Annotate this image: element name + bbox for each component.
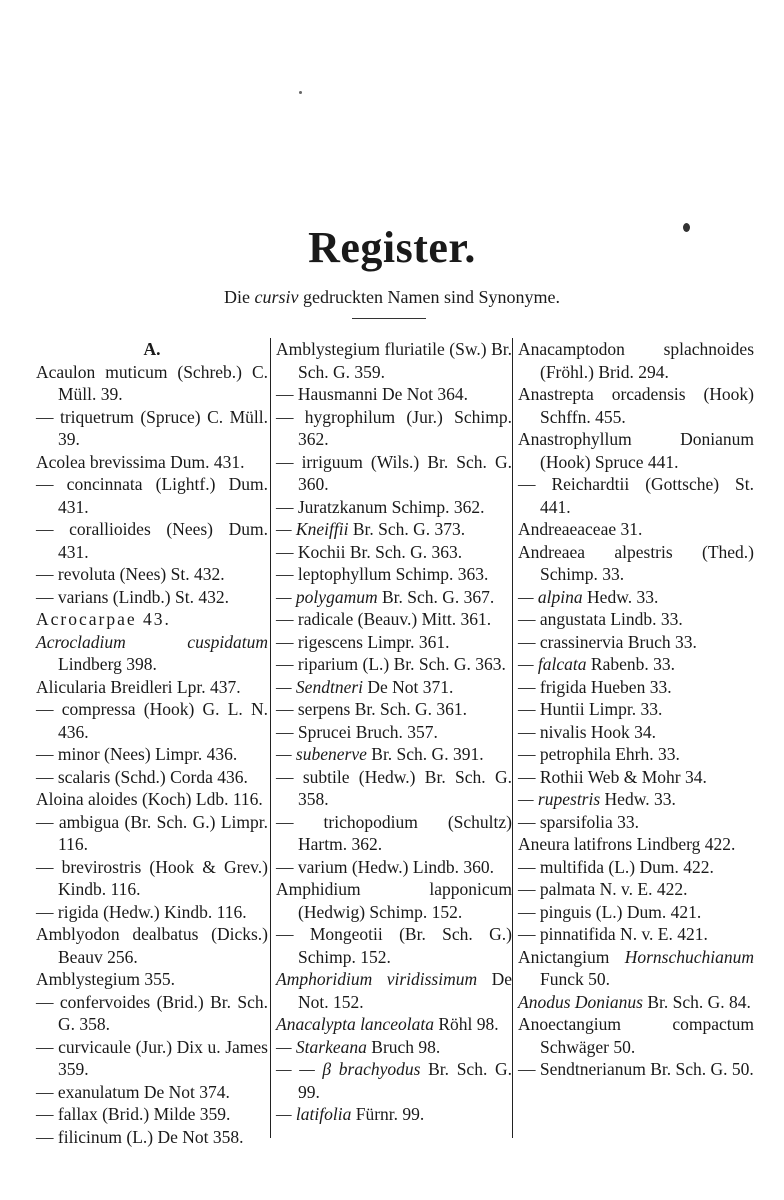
register-entry: — compressa (Hook) G. L. N. 436. — [36, 699, 268, 742]
register-entry: Amblystegium 355. — [36, 969, 176, 989]
register-entry: — multifida (L.) Dum. 422. — [518, 856, 714, 877]
register-entry: Amblyodon dealbatus (Dicks.) Beauv 256. — [36, 924, 268, 967]
subtitle-italic-word: cursiv — [254, 287, 299, 307]
register-entry: — radicale (Beauv.) Mitt. 361. — [276, 609, 492, 629]
register-entry: — triquetrum (Spruce) C. Müll. 39. — [36, 406, 268, 449]
register-entry: — exanulatum De Not 374. — [36, 1081, 230, 1102]
register-entry: — Sprucei Bruch. 357. — [276, 721, 438, 742]
register-entry: — curvicaule (Jur.) Dix u. James 359. — [36, 1036, 268, 1079]
column-divider-2 — [512, 338, 513, 1138]
register-entry: — ambigua (Br. Sch. G.) Limpr. 116. — [36, 811, 268, 854]
register-entry: Amblystegium fluriatile (Sw.) Br. Sch. G. 359. — [276, 339, 512, 382]
register-entry: — Juratzkanum Schimp. 362. — [276, 496, 485, 517]
register-entry: — — β brachyodus Br. Sch. G. 99. — [276, 1059, 512, 1102]
register-entry: Acrocarpae 43. — [36, 609, 171, 629]
page-subtitle — [0, 287, 784, 308]
register-entry: — angustata Lindb. 33. — [518, 609, 683, 629]
register-entry: — minor (Nees) Limpr. 436. — [36, 744, 238, 764]
subtitle-suffix: gedruckten Namen sind Synonyme. — [298, 287, 560, 307]
subtitle-prefix: Die — [224, 287, 255, 307]
register-entry: Andreaeaceae 31. — [518, 519, 643, 539]
register-entry: — rupestris Hedw. 33. — [518, 789, 676, 809]
register-entry: Aneura latifrons Lindberg 422. — [518, 834, 736, 854]
column-divider-1 — [270, 338, 271, 1138]
register-entry: — pinnatifida N. v. E. 421. — [518, 924, 708, 944]
register-entry: Acaulon muticum (Schreb.) C. Müll. 39. — [36, 361, 268, 404]
register-entry: — sparsifolia 33. — [518, 811, 640, 832]
register-entry: — crassinervia Bruch 33. — [518, 631, 697, 652]
register-entry: — leptophyllum Schimp. 363. — [276, 564, 489, 584]
register-entry: — Kneiffii Br. Sch. G. 373. — [276, 519, 466, 539]
register-entry: — corallioides (Nees) Dum. 431. — [36, 519, 268, 562]
section-letter-heading: A. — [143, 339, 161, 359]
register-entry: — Sendtneri De Not 371. — [276, 676, 454, 697]
register-entry: Alicularia Breidleri Lpr. 437. — [36, 676, 241, 697]
register-entry: — palmata N. v. E. 422. — [518, 879, 688, 899]
register-entry: Aloina aloides (Koch) Ldb. 116. — [36, 789, 263, 809]
register-entry: — rigida (Hedw.) Kindb. 116. — [36, 901, 247, 922]
register-entry: Anastrophyllum Donianum (Hook) Spruce 441. — [518, 429, 754, 472]
register-entry: Anacalypta lanceolata Röhl 98. — [276, 1014, 499, 1034]
register-entry: Acolea brevissima Dum. 431. — [36, 451, 245, 472]
register-entry: — hygrophilum (Jur.) Schimp. 362. — [276, 406, 512, 449]
register-column-1 — [36, 338, 268, 1148]
register-entry: — Starkeana Bruch 98. — [276, 1036, 441, 1057]
register-entry: — latifolia Fürnr. 99. — [276, 1104, 425, 1124]
register-entry: — Reichardtii (Gottsche) St. 441. — [518, 474, 754, 517]
register-entry: — Kochii Br. Sch. G. 363. — [276, 541, 463, 562]
title-rule — [352, 318, 426, 319]
register-entry: — Hausmanni De Not 364. — [276, 384, 468, 404]
register-entry: Anictangium Hornschuchianum Funck 50. — [518, 946, 754, 989]
register-entry: Andreaea alpestris (Thed.) Schimp. 33. — [518, 541, 754, 584]
register-entry: — subenerve Br. Sch. G. 391. — [276, 744, 484, 764]
page-title: Register. — [308, 223, 476, 272]
register-entry: — Sendtnerianum Br. Sch. G. 50. — [518, 1059, 754, 1079]
register-entry: Acrocladium cuspidatum Lindberg 398. — [36, 631, 268, 674]
register-entry: — trichopodium (Schultz) Hartm. 362. — [276, 811, 512, 854]
register-entry: Anoectangium compactum Schwäger 50. — [518, 1014, 754, 1057]
register-entry: — varium (Hedw.) Lindb. 360. — [276, 856, 495, 877]
register-entry: — concinnata (Lightf.) Dum. 431. — [36, 474, 268, 517]
register-entry: — scalaris (Schd.) Corda 436. — [36, 766, 248, 787]
register-entry: Anodus Donianus Br. Sch. G. 84. — [518, 991, 751, 1012]
register-entry: — subtile (Hedw.) Br. Sch. G. 358. — [276, 766, 512, 809]
register-column-2 — [276, 338, 512, 1126]
register-entry: — Huntii Limpr. 33. — [518, 699, 663, 719]
register-entry: — serpens Br. Sch. G. 361. — [276, 699, 468, 719]
register-entry: — confervoides (Brid.) Br. Sch. G. 358. — [36, 991, 268, 1034]
register-entry: — Mongeotii (Br. Sch. G.) Schimp. 152. — [276, 924, 512, 967]
register-entry: Amphoridium viridissimum De Not. 152. — [276, 969, 512, 1012]
register-entry: — pinguis (L.) Dum. 421. — [518, 901, 702, 922]
register-entry: — frigida Hueben 33. — [518, 676, 672, 697]
register-entry: — filicinum (L.) De Not 358. — [36, 1126, 244, 1147]
register-entry: Anastrepta orcadensis (Hook) Schffn. 455. — [518, 384, 754, 427]
register-entry: — fallax (Brid.) Milde 359. — [36, 1104, 231, 1124]
register-entry: Anacamptodon splachnoides (Fröhl.) Brid. 294. — [518, 339, 754, 382]
register-entry: — revoluta (Nees) St. 432. — [36, 564, 225, 584]
register-entry: — nivalis Hook 34. — [518, 721, 657, 742]
print-speck — [299, 91, 302, 94]
register-entry: Amphidium lapponicum (Hedwig) Schimp. 152. — [276, 879, 512, 922]
register-entry: — rigescens Limpr. 361. — [276, 631, 450, 652]
register-entry: — irriguum (Wils.) Br. Sch. G. 360. — [276, 451, 512, 494]
register-entry: — petrophila Ehrh. 33. — [518, 744, 680, 764]
register-entry: — falcata Rabenb. 33. — [518, 654, 676, 674]
register-column-3 — [518, 338, 754, 1081]
register-entry: — polygamum Br. Sch. G. 367. — [276, 586, 495, 607]
register-entry: — brevirostris (Hook & Grev.) Kindb. 116. — [36, 856, 268, 899]
register-entry: — varians (Lindb.) St. 432. — [36, 586, 229, 607]
register-entry: — alpina Hedw. 33. — [518, 586, 659, 607]
register-entry: — riparium (L.) Br. Sch. G. 363. — [276, 654, 506, 674]
register-entry: — Rothii Web & Mohr 34. — [518, 766, 707, 787]
